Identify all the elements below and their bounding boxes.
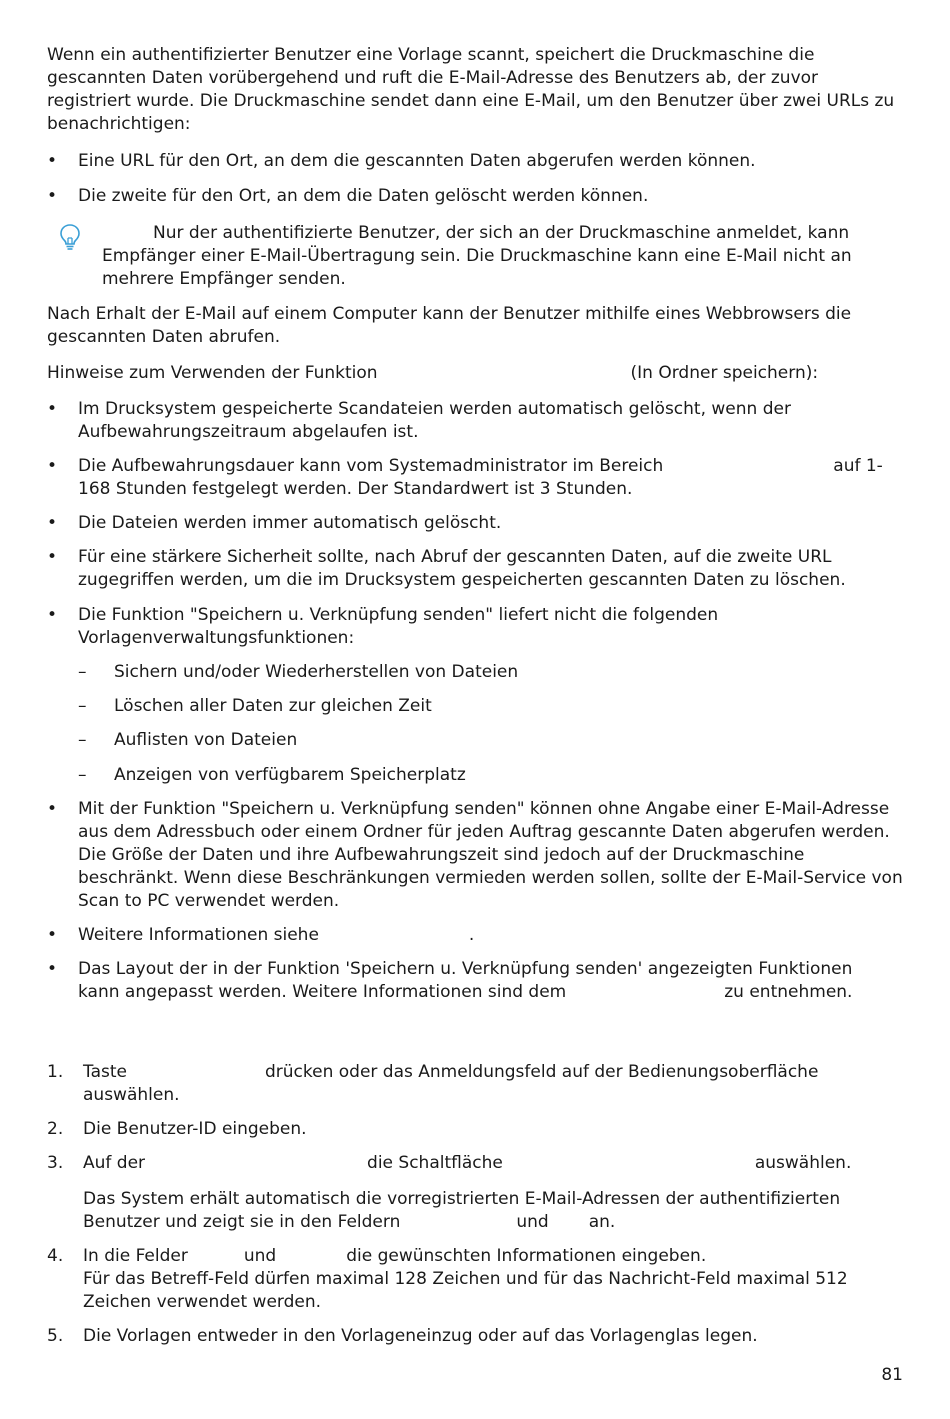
step-number: 5. bbox=[47, 1326, 64, 1346]
dash-mark: – bbox=[78, 765, 87, 785]
hint-4: Für eine stärkere Sicherheit sollte, nach Abruf der gescannten Daten, auf die zweite URL zugegriffen werden, um die im Drucksystem gespeicherten gescannten Daten zu löschen. bbox=[78, 547, 846, 590]
bullet-mark: • bbox=[47, 399, 58, 419]
step-number: 2. bbox=[47, 1119, 64, 1139]
hint-2: Die Aufbewahrungsdauer kann vom Systemadministrator im Bereich auf 1- 168 Stunden festgelegt werden. Der Standardwert ist 3 Stunden. bbox=[78, 456, 883, 499]
dash-mark: – bbox=[78, 696, 87, 716]
document-page: Wenn ein authentifizierter Benutzer eine Vorlage scannt, speichert die Druckmaschine die gescannten Daten vorübergehend und ruft die E-Mail-Adresse des Benutzers ab, der zuvor registriert wurde. Die Druckmaschine sendet dann eine E-Mail, um den Benutzer über zwei URLs zu benachrichtigen: • Eine URL für den Ort, an dem die gescannten Daten abgerufen werden können. • Die zweite für den Ort, an dem die Daten gelöscht werden können. Nur der authentifizierte Benutzer, der sich an der Druckmaschine anmeldet, kann Empfänger einer E-Mail-Übertragung sein. Die Druckmaschine kann eine E-Mail nicht an mehrere Empfänger senden. Nach Erhalt der E-Mail auf einem Computer kann der Benutzer mithilfe eines Webbrowsers die gescannten Daten abrufen. Hinweise zum Verwenden der Funktion (In Ordner speichern): • Im Drucksystem gespeicherte Scandateien werden automatisch gelöscht, wenn der Aufbewahrungszeitraum abgelaufen ist. • Die Aufbewahrungsdauer kann vom Systemadministrator im Bereich auf 1- 168 Stunden festgelegt werden. Der Standardwert ist 3 Stunden. • Die Dateien werden immer automatisch gelöscht. • Für eine stärkere Sicherheit sollte, nach Abruf der gescannten Daten, auf die zweite URL zugegriffen werden, um die im Drucksystem gespeicherten gescannten Daten zu löschen. • Die Funktion "Speichern u. Verknüpfung senden" liefert nicht die folgenden Vorlagenverwaltungsfunktionen: – Sichern und/oder Wiederherstellen von Dateien – Löschen aller Daten zur gleichen Zeit – Auflisten von Dateien – Anzeigen von verfügbarem Speicherplatz • Mit der Funktion "Speichern u. Verknüpfung senden" können ohne Angabe einer E-Mail-Adresse aus dem Adressbuch oder einem Ordner für jeden Auftrag gescannte Daten abgerufen werden. Die Größe der Daten und ihre Aufbewahrungszeit sind jedoch auf der Druckmaschine beschränkt. Wenn diese Beschränkungen vermieden werden sollen, sollte der E-Mail-Service von Scan to PC verwendet werden. • Weitere Informationen siehe . • Das Layout der in der Funktion 'Speichern u. Verknüpfung senden' angezeigten Funktionen kann angepasst werden. Weitere Informationen sind dem zu entnehmen. 1. Taste drücken oder das Anmeldungsfeld auf der Bedienungsoberfläche auswählen. 2. Die Benutzer-ID eingeben. 3. Auf der die Schaltfläche auswählen. Das System erhält automatisch die vorregistrierten E-Mail-Adressen der authentifizierten Benutzer und zeigt sie in den Feldern und an. 4. In die Felder und die gewünschten Informationen eingeben. Für das Betreff-Feld dürfen maximal 128 Zeichen und für das Nachricht-Feld maximal 512 Zeichen verwendet werden. 5. Die Vorlagen entweder in den Vorlageneinzug oder auf das Vorlagenglas legen. 81 bbox=[0, 0, 950, 1419]
hint-6: Mit der Funktion "Speichern u. Verknüpfung senden" können ohne Angabe einer E-Mail-Adresse aus dem Adressbuch oder einem Ordner für jeden Auftrag gescannte Daten abgerufen werden. Die Größe der Daten und ihre Aufbewahrungszeit sind jedoch auf der Druckmaschine beschränkt. Wenn diese Beschränkungen vermieden werden sollen, sollte der E-Mail-Service von Scan to PC verwendet werden. bbox=[78, 799, 903, 911]
bullet-mark: • bbox=[47, 799, 58, 819]
bullet-mark: • bbox=[47, 925, 58, 945]
note-text: Nur der authentifizierte Benutzer, der sich an der Druckmaschine anmeldet, kann Empfänger einer E-Mail-Übertragung sein. Die Druckmaschine kann eine E-Mail nicht an mehrere Empfänger senden. bbox=[102, 223, 852, 289]
bullet-mark: • bbox=[47, 513, 58, 533]
bullet-mark: • bbox=[47, 605, 58, 625]
url-bullet-1: Eine URL für den Ort, an dem die gescannten Daten abgerufen werden können. bbox=[78, 151, 756, 171]
bullet-mark: • bbox=[47, 547, 58, 567]
hint-8: Das Layout der in der Funktion 'Speichern u. Verknüpfung senden' angezeigten Funktionen kann angepasst werden. Weitere Informationen sind dem zu entnehmen. bbox=[78, 959, 853, 1002]
dash-mark: – bbox=[78, 730, 87, 750]
lightbulb-icon bbox=[57, 222, 83, 252]
bullet-mark: • bbox=[47, 186, 58, 206]
bullet-mark: • bbox=[47, 151, 58, 171]
bullet-mark: • bbox=[47, 959, 58, 979]
intro-paragraph: Wenn ein authentifizierter Benutzer eine Vorlage scannt, speichert die Druckmaschine die gescannten Daten vorübergehend und ruft die E-Mail-Adresse des Benutzers ab, der zuvor registriert wurde. Die Druckmaschine sendet dann eine E-Mail, um den Benutzer über zwei URLs zu benachrichtigen: bbox=[47, 45, 895, 134]
page-number: 81 bbox=[881, 1365, 903, 1385]
hint-3: Die Dateien werden immer automatisch gelöscht. bbox=[78, 513, 502, 533]
dash-mark: – bbox=[78, 662, 87, 682]
hint-5: Die Funktion "Speichern u. Verknüpfung senden" liefert nicht die folgenden Vorlagenverwaltungsfunktionen: bbox=[78, 605, 719, 648]
step-number: 3. bbox=[47, 1153, 64, 1173]
step-number: 4. bbox=[47, 1246, 64, 1266]
hint-7: Weitere Informationen siehe . bbox=[78, 925, 475, 945]
url-bullet-2: Die zweite für den Ort, an dem die Daten gelöscht werden können. bbox=[78, 186, 649, 206]
bullet-mark: • bbox=[47, 456, 58, 476]
after-email-paragraph: Nach Erhalt der E-Mail auf einem Computer kann der Benutzer mithilfe eines Webbrowsers die gescannten Daten abrufen. bbox=[47, 304, 852, 347]
hints-intro: Hinweise zum Verwenden der Funktion (In Ordner speichern): bbox=[47, 363, 819, 383]
hint-1: Im Drucksystem gespeicherte Scandateien werden automatisch gelöscht, wenn der Aufbewahrungszeitraum abgelaufen ist. bbox=[78, 399, 791, 442]
step-number: 1. bbox=[47, 1062, 64, 1082]
